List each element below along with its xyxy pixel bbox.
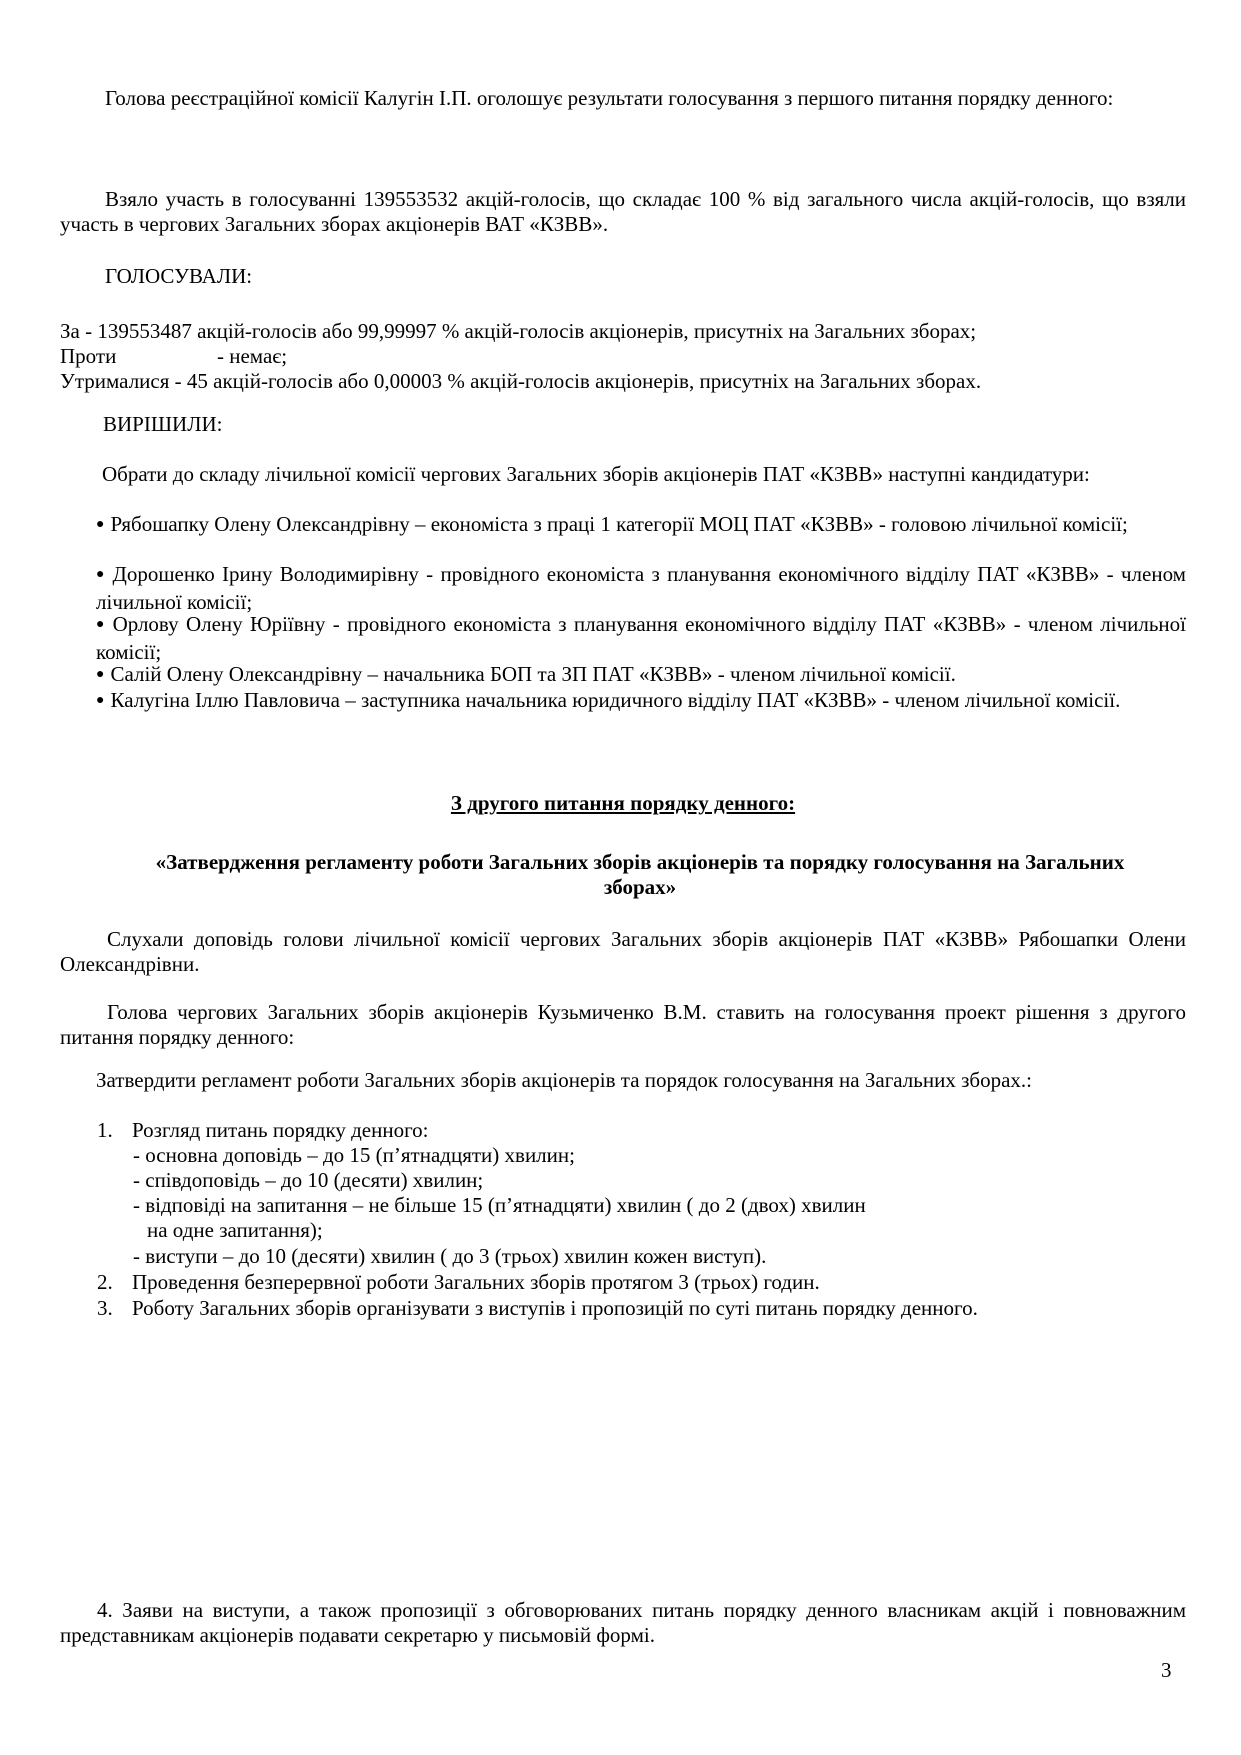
bullet-icon: ●: [96, 617, 107, 632]
candidate-item: ● Калугіна Іллю Павловича – заступника начальника юридичного відділу ПАТ «КЗВВ» - членом лічильної комісії.: [96, 688, 1121, 712]
candidate-item: ● Орлову Олену Юріївну - провідного економіста з планування економічного відділу ПАТ «КЗВВ» - членом лічильної комісії;: [96, 612, 1187, 664]
vote-for-label: За -: [60, 319, 93, 343]
regulation-item-4: 4. Заяви на виступи, а також пропозиції з обговорюваних питань порядку денного власникам акцій і повноважним представникам акціонерів подавати секретарю у письмовій формі.: [60, 1598, 1186, 1647]
page-number: 3: [1161, 1658, 1172, 1682]
paragraph-participation: Взяло участь в голосуванні 139553532 акцій-голосів, що складає 100 % від загального числа акцій-голосів, що взяли участь в чергових Загальних зборах акціонерів ВАТ «КЗВВ».: [60, 187, 1186, 236]
regulation-subitem-continuation: на одне запитання);: [147, 1218, 323, 1242]
bullet-icon: ●: [96, 693, 105, 708]
decided-heading: ВИРІШИЛИ:: [103, 412, 223, 436]
vote-against-text: - немає;: [217, 344, 288, 368]
bullet-icon: ●: [96, 667, 105, 682]
candidate-item: ● Дорошенко Ірину Володимирівну - провідного економіста з планування економічного відділу ПАТ «КЗВВ» - членом лічильної комісії;: [96, 562, 1186, 614]
regulation-subitem: - основна доповідь – до 15 (п’ятнадцяти) хвилин;: [133, 1143, 575, 1167]
voted-heading: ГОЛОСУВАЛИ:: [105, 264, 253, 288]
vote-abstain-label: Утрималися -: [60, 369, 182, 393]
vote-abstain-text: 45 акцій-голосів або 0,00003 % акцій-голосів акціонерів, присутніх на Загальних зборах.: [186, 369, 982, 393]
vote-against-row: [60, 344, 1186, 369]
paragraph-chair-vote: Голова чергових Загальних зборів акціонерів Кузьмиченко В.М. ставить на голосування проект рішення з другого питання порядку денного:: [60, 1000, 1186, 1049]
second-question-heading: З другого питання порядку денного:: [450, 791, 796, 815]
regulation-item-2: 2. Проведення безперервної роботи Загальних зборів протягом 3 (трьох) годин.: [97, 1270, 820, 1294]
vote-for-text: 139553487 акцій-голосів або 99,99997 % акцій-голосів акціонерів, присутніх на Загальних зборах;: [97, 319, 977, 343]
regulation-subitem: - виступи – до 10 (десяти) хвилин ( до 3 (трьох) хвилин кожен виступ).: [133, 1244, 767, 1268]
candidate-item: ● Рябошапку Олену Олександрівну – економіста з праці 1 категорії МОЦ ПАТ «КЗВВ» - головою лічильної комісії;: [96, 512, 1128, 536]
paragraph-elect-commission: Обрати до складу лічильної комісії чергових Загальних зборів акціонерів ПАТ «КЗВВ» наступні кандидатури:: [102, 462, 1090, 486]
regulation-subitem: - відповіді на запитання – не більше 15 (п’ятнадцяти) хвилин ( до 2 (двох) хвилин: [133, 1193, 866, 1217]
regulation-subitem: - співдоповідь – до 10 (десяти) хвилин;: [133, 1168, 484, 1192]
regulation-item-3: 3. Роботу Загальних зборів організувати з виступів і пропозицій по суті питань порядку денного.: [97, 1296, 978, 1320]
vote-for-row: [60, 319, 1186, 344]
paragraph-approve-regulation: Затвердити регламент роботи Загальних зборів акціонерів та порядок голосування на Загальних зборах.:: [96, 1068, 1032, 1092]
bullet-icon: ●: [96, 567, 107, 582]
candidate-item: ● Салій Олену Олександрівну – начальника БОП та ЗП ПАТ «КЗВВ» - членом лічильної комісії.: [96, 662, 956, 686]
paragraph-registration-results: Голова реєстраційної комісії Калугін І.П. оголошує результати голосування з першого питання порядку денного:: [105, 86, 1114, 110]
vote-against-label: Проти: [60, 344, 117, 368]
bullet-icon: ●: [96, 517, 105, 532]
paragraph-heard-report: Слухали доповідь голови лічильної комісії чергових Загальних зборів акціонерів ПАТ «КЗВВ» Рябошапки Олени Олександрівни.: [60, 927, 1186, 976]
second-question-title: «Затвердження регламенту роботи Загальних зборів акціонерів та порядку голосування на Загальних зборах»: [155, 850, 1125, 899]
regulation-item-1: 1. Розгляд питань порядку денного:: [97, 1118, 429, 1142]
vote-abstain-row: [60, 369, 1186, 394]
